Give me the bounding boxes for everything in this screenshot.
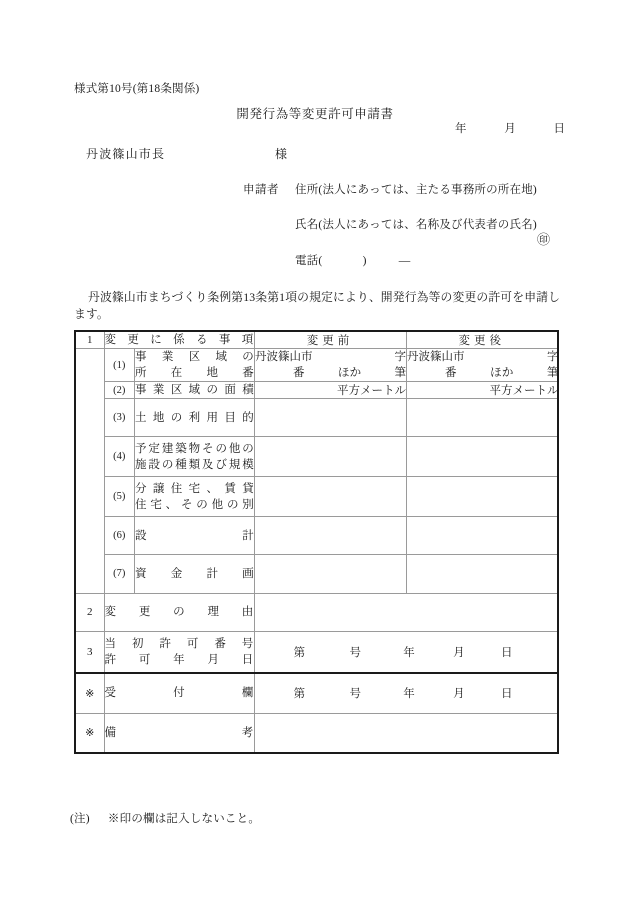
column-header-before: 変更前 bbox=[254, 331, 406, 349]
date-year-label: 年 bbox=[455, 123, 467, 135]
row5-label-cell bbox=[135, 477, 255, 517]
document-title: 開発行為等変更許可申請書 bbox=[236, 107, 394, 121]
reception-mark: ※ bbox=[75, 673, 104, 713]
row6-before-value[interactable] bbox=[255, 517, 407, 555]
intro-paragraph: 丹波篠山市まちづくり条例第13条第1項の規定により、開発行為等の変更の許可を申請します。 bbox=[74, 290, 560, 321]
reception-value[interactable] bbox=[254, 673, 558, 713]
date-month-label: 月 bbox=[504, 123, 516, 135]
row6-number: (6) bbox=[105, 517, 135, 555]
row2-before-value[interactable]: 平方メートル bbox=[255, 382, 407, 399]
row4-before-value[interactable] bbox=[255, 437, 407, 477]
applicant-name-label: 氏名(法人にあっては、名称及び代表者の氏名) bbox=[295, 219, 537, 231]
row2-label-cell bbox=[135, 382, 255, 399]
row1-label-line2: 所在地番 bbox=[135, 367, 254, 379]
telephone-open-label: 電話( bbox=[295, 255, 323, 267]
row4-label-line1: 予定建築物その他の bbox=[135, 442, 254, 455]
telephone-dash: ― bbox=[398, 255, 411, 267]
row7-label: 資金計画 bbox=[135, 567, 254, 580]
section3-dai-label: 第 bbox=[293, 646, 306, 659]
header-date-line bbox=[455, 120, 565, 136]
remarks-label: 備考 bbox=[104, 726, 254, 739]
addressee-name: 丹波篠山市長 bbox=[86, 147, 166, 161]
section2-label: 変更の理由 bbox=[104, 606, 254, 618]
row4-number: (4) bbox=[105, 437, 135, 477]
reception-label-cell bbox=[104, 673, 254, 713]
reception-label: 受付欄 bbox=[104, 687, 254, 700]
section3-number: 3 bbox=[75, 631, 104, 673]
row1-before-hoka: ほか bbox=[337, 367, 362, 379]
row5-after-value[interactable] bbox=[407, 477, 559, 517]
row5-label-line1: 分譲住宅、賃貸 bbox=[135, 482, 254, 495]
telephone-close-paren: ) bbox=[362, 255, 367, 267]
row1-label-cell bbox=[135, 349, 255, 382]
section1-subtable bbox=[105, 349, 559, 593]
row5-number: (5) bbox=[105, 477, 135, 517]
section3-month-label: 月 bbox=[453, 646, 465, 659]
section2-number: 2 bbox=[75, 593, 104, 631]
row7-after-value[interactable] bbox=[407, 555, 559, 593]
table-row bbox=[105, 437, 559, 477]
row1-number: (1) bbox=[105, 349, 135, 382]
applicant-address-label: 住所(法人にあっては、主たる事務所の所在地) bbox=[295, 184, 537, 196]
row5-before-value[interactable] bbox=[255, 477, 407, 517]
row6-after-value[interactable] bbox=[407, 517, 559, 555]
row6-label-cell bbox=[135, 517, 255, 555]
row1-before-ban: 番 bbox=[293, 367, 305, 379]
reception-dai-label: 第 bbox=[293, 688, 306, 701]
remarks-mark: ※ bbox=[75, 713, 104, 753]
section3-label-line1: 当初許可番号 bbox=[104, 637, 254, 650]
row3-label: 土地の利用目的 bbox=[135, 411, 254, 424]
table-row bbox=[105, 382, 559, 399]
row1-after-hitsu: 筆 bbox=[546, 367, 559, 379]
row1-after-hoka: ほか bbox=[490, 367, 514, 379]
reception-year-label: 年 bbox=[403, 688, 415, 701]
row1-before-hitsu: 筆 bbox=[394, 367, 406, 379]
table-row bbox=[105, 555, 559, 593]
row2-after-value[interactable]: 平方メートル bbox=[407, 382, 559, 399]
row3-number: (3) bbox=[105, 399, 135, 437]
row6-label: 設計 bbox=[135, 529, 254, 542]
row1-before-aza: 字 bbox=[394, 351, 406, 363]
table-row bbox=[75, 713, 558, 753]
column-header-after: 変更後 bbox=[406, 331, 558, 349]
reception-month-label: 月 bbox=[453, 688, 465, 701]
reception-day-label: 日 bbox=[501, 688, 513, 701]
section3-gou-label: 号 bbox=[349, 646, 362, 659]
section2-label-cell bbox=[104, 593, 254, 631]
applicant-label: 申請者 bbox=[243, 184, 279, 196]
row4-after-value[interactable] bbox=[407, 437, 559, 477]
section1-subtable-container bbox=[104, 349, 558, 594]
footnote bbox=[70, 810, 260, 826]
table-row bbox=[105, 477, 559, 517]
applicant-telephone-label bbox=[295, 252, 410, 268]
table-row bbox=[105, 349, 559, 382]
row3-label-cell bbox=[135, 399, 255, 437]
row7-before-value[interactable] bbox=[255, 555, 407, 593]
table-row bbox=[75, 331, 558, 349]
section3-year-label: 年 bbox=[403, 646, 415, 659]
row2-label: 事業区域の面積 bbox=[135, 384, 254, 396]
date-day-label: 日 bbox=[553, 123, 565, 135]
table-row bbox=[105, 517, 559, 555]
row2-number: (2) bbox=[105, 382, 135, 399]
table-row bbox=[105, 399, 559, 437]
row7-label-cell bbox=[135, 555, 255, 593]
row7-number: (7) bbox=[105, 555, 135, 593]
section3-value[interactable] bbox=[254, 631, 558, 673]
row3-before-value[interactable] bbox=[255, 399, 407, 437]
table-row bbox=[75, 631, 558, 673]
remarks-label-cell bbox=[104, 713, 254, 753]
addressee-honorific: 様 bbox=[275, 147, 288, 161]
section1-label-cell bbox=[104, 331, 254, 349]
footnote-text: ※印の欄は記入しないこと。 bbox=[107, 813, 261, 825]
row1-after-ban: 番 bbox=[445, 367, 457, 379]
remarks-value[interactable] bbox=[254, 713, 558, 753]
row1-after-value[interactable] bbox=[407, 349, 559, 382]
row5-label-line2: 住宅、その他の別 bbox=[135, 498, 254, 511]
table-row bbox=[75, 349, 558, 594]
section3-label-cell bbox=[104, 631, 254, 673]
table-row bbox=[75, 593, 558, 631]
section1-label: 変更に係る事項 bbox=[104, 334, 254, 346]
row1-before-value[interactable] bbox=[255, 349, 407, 382]
row1-after-aza: 字 bbox=[547, 351, 559, 363]
row4-label-cell bbox=[135, 437, 255, 477]
row4-label-line2: 施設の種類及び規模 bbox=[135, 458, 254, 471]
section3-day-label: 日 bbox=[501, 646, 513, 659]
row1-label-line1: 事業区域の bbox=[135, 351, 254, 363]
footnote-prefix: (注) bbox=[70, 813, 90, 825]
reception-gou-label: 号 bbox=[349, 688, 362, 701]
seal-icon: ㊞ bbox=[537, 232, 551, 247]
application-form-table bbox=[74, 330, 559, 754]
section1-indent-spacer bbox=[75, 349, 104, 594]
table-row bbox=[75, 673, 558, 713]
section3-label-line2: 許可年月日 bbox=[104, 653, 254, 666]
form-number: 様式第10号(第18条関係) bbox=[74, 83, 200, 95]
row3-after-value[interactable] bbox=[407, 399, 559, 437]
section1-number: 1 bbox=[75, 331, 104, 349]
section2-value[interactable] bbox=[254, 593, 558, 631]
row1-after-city: 丹波篠山市 bbox=[407, 351, 465, 363]
row1-before-city: 丹波篠山市 bbox=[255, 351, 313, 363]
